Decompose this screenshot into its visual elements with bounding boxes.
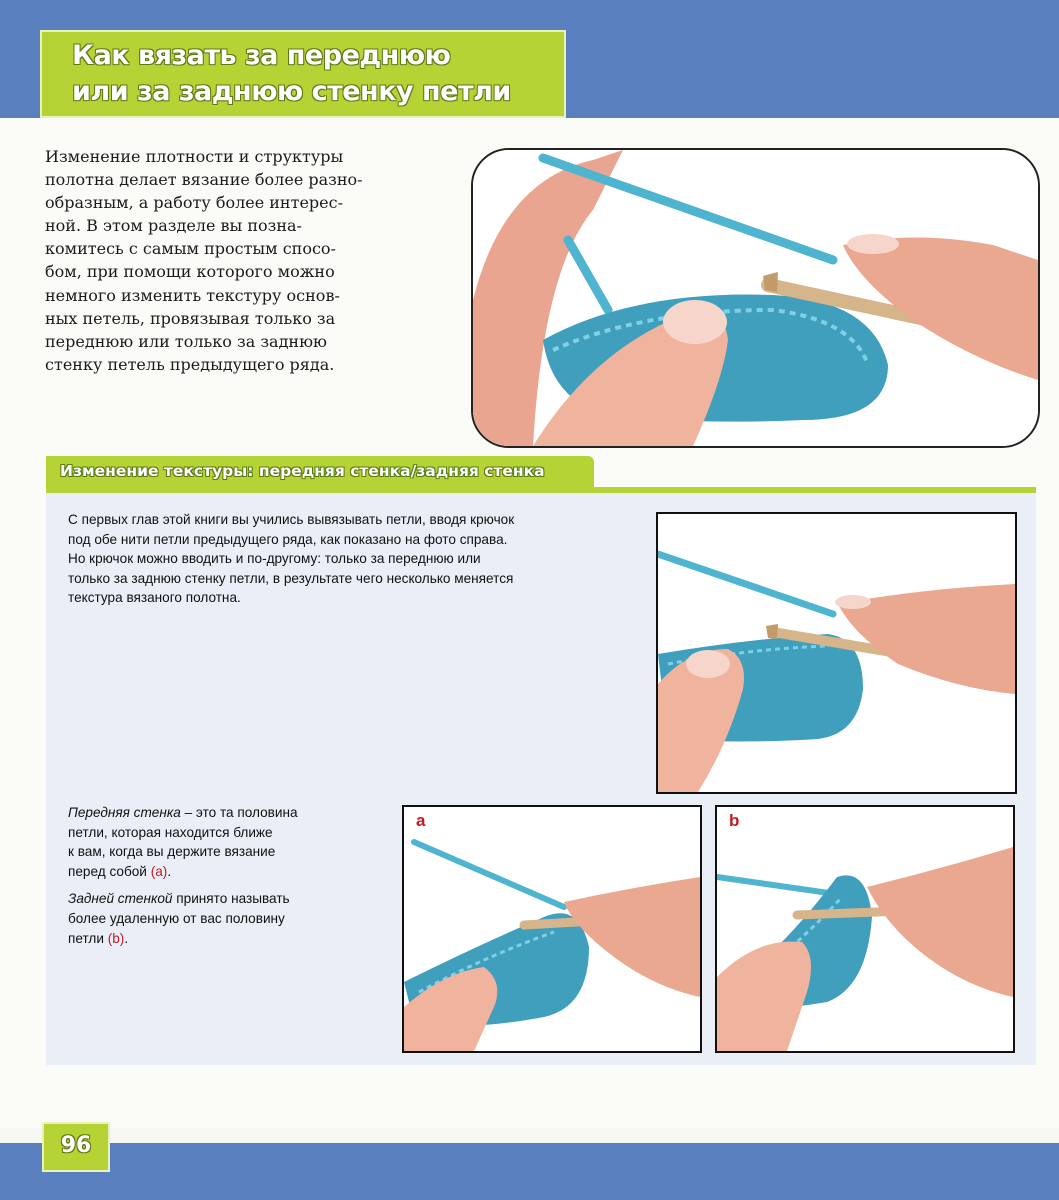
caption-text: . — [167, 863, 172, 879]
section-line: только за заднюю стенку петли, в результате чего несколько меняется — [68, 570, 514, 586]
page-number-box — [42, 1122, 110, 1172]
bottom-band — [0, 1143, 1059, 1200]
back-loop-photo-b — [715, 805, 1015, 1053]
photo-label-a: a — [416, 811, 426, 830]
section-title: Изменение текстуры: передняя стенка/задняя стенка — [60, 462, 545, 480]
intro-line: переднюю или только за заднюю — [45, 331, 327, 351]
intro-line: ных петель, провязывая только за — [45, 308, 336, 328]
section-line: Но крючок можно вводить и по-другому: только за переднюю или — [68, 551, 481, 567]
section-paragraph — [68, 510, 628, 608]
photo-label-b: b — [729, 811, 740, 830]
figure-ref-b: (b) — [107, 930, 125, 946]
caption-text: петли — [68, 930, 108, 946]
crochet-illustration — [473, 150, 1038, 446]
crochet-illustration — [658, 514, 1015, 792]
front-loop-photo-a — [402, 805, 702, 1053]
caption-text: петли, которая находится ближе — [68, 824, 273, 840]
caption-text: более удаленную от вас половину — [68, 910, 285, 926]
intro-line: бом, при помощи которого можно — [45, 262, 335, 282]
intro-line: полотна делает вязание более разно- — [45, 170, 363, 190]
intro-line: Изменение плотности и структуры — [45, 147, 344, 166]
caption-text: . — [124, 930, 129, 946]
caption-text: перед собой — [68, 863, 151, 879]
section-line: под обе нити петли предыдущего ряда, как показано на фото справа. — [68, 531, 508, 547]
crochet-both-loops-photo — [656, 512, 1017, 794]
section-line: текстура вязаного полотна. — [68, 590, 241, 606]
front-back-caption — [68, 803, 358, 948]
crochet-illustration — [404, 807, 700, 1051]
section-header — [46, 456, 594, 489]
crochet-illustration — [717, 807, 1013, 1051]
page-title-line-1: Как вязать за переднюю — [72, 40, 451, 71]
crochet-hands-photo-main — [471, 148, 1040, 448]
front-wall-term: Передняя стенка — [68, 805, 181, 820]
page-title-line-2: или за заднюю стенку петли — [72, 76, 511, 107]
intro-line: ной. В этом разделе вы позна- — [45, 216, 302, 236]
intro-line: комитесь с самым простым спосо- — [45, 239, 336, 259]
intro-line: немного изменить текстуру основ- — [45, 285, 340, 305]
back-wall-term: Задней стенкой — [68, 891, 173, 907]
intro-line: стенку петель предыдущего ряда. — [45, 354, 335, 374]
figure-ref-a: (a) — [150, 863, 168, 879]
intro-line: образным, а работу более интерес- — [45, 193, 343, 213]
caption-text: к вам, когда вы держите вязание — [68, 844, 276, 860]
page-number: 96 — [60, 1133, 92, 1158]
caption-text: принято называть — [172, 891, 290, 907]
caption-text: – это та половина — [180, 805, 298, 820]
intro-paragraph — [45, 145, 445, 376]
section-line: С первых глав этой книги вы учились вывязывать петли, вводя крючок — [68, 512, 515, 527]
page-title-box — [40, 30, 566, 118]
